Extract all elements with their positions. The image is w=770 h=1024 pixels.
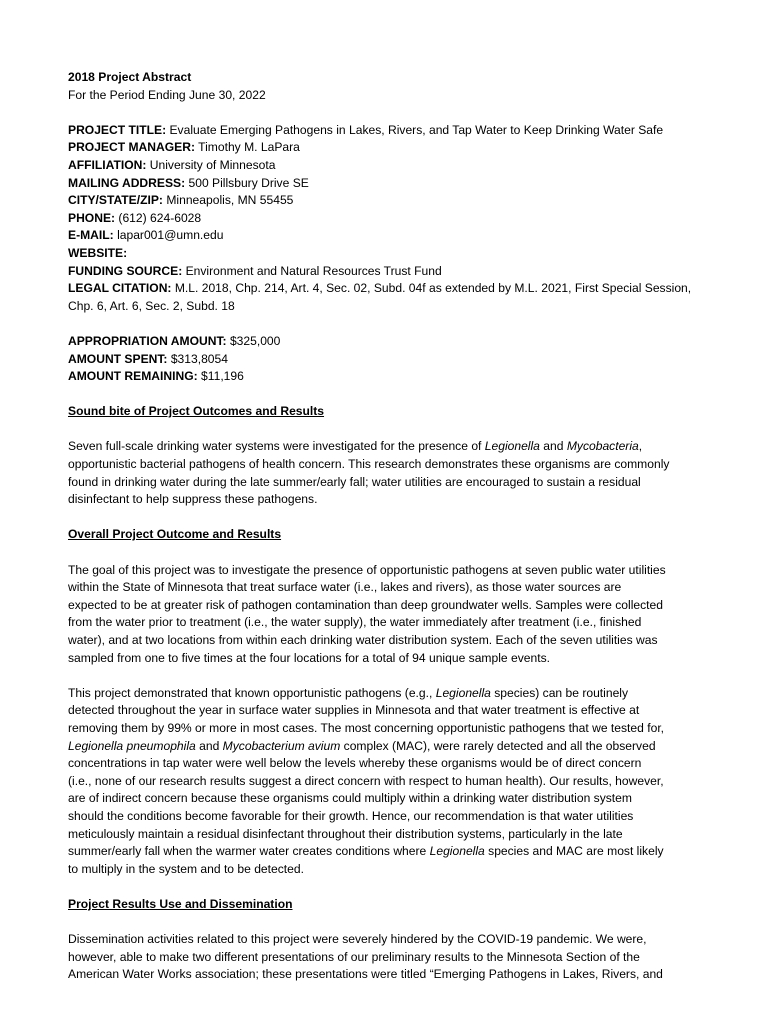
appropriation-row: [68, 333, 708, 351]
amount-spent-value: $313,8054: [170, 351, 228, 366]
paragraph-text: complex (MAC), were rarely detected and all the observed: [340, 738, 656, 753]
city-state-zip-row: [68, 192, 708, 210]
website-label: WEBSITE:: [68, 245, 128, 260]
paragraph-line: from the water prior to treatment (i.e., the water supply), the water immediately after treatment (i.e., finished: [68, 615, 642, 630]
phone-value: (612) 624-6028: [118, 210, 202, 225]
paragraph-italic: Mycobacterium avium: [222, 738, 341, 753]
paragraph-line: (i.e., none of our research results suggest a direct concern with respect to human health). Our results, however,: [68, 773, 664, 788]
dissemination-paragraph: [68, 931, 708, 984]
paragraph-text: This project demonstrated that known opportunistic pathogens (e.g.,: [68, 685, 436, 700]
project-title-value: Evaluate Emerging Pathogens in Lakes, Rivers, and Tap Water to Keep Drinking Water Safe: [169, 122, 664, 137]
email-row: [68, 227, 708, 245]
paragraph-line: Dissemination activities related to this project were severely hindered by the COVID-19 pandemic. We were,: [68, 932, 647, 947]
legal-citation-row: [68, 280, 708, 298]
paragraph-line: expected to be at greater risk of pathogen contamination than deep groundwater wells. Samples were collected: [68, 597, 663, 612]
project-title-label: PROJECT TITLE:: [68, 122, 167, 137]
website-row: [68, 245, 708, 263]
city-state-zip-label: CITY/STATE/ZIP:: [68, 193, 163, 208]
phone-label: PHONE:: [68, 210, 116, 225]
overall-heading: Overall Project Outcome and Results: [68, 527, 282, 542]
mailing-address-label: MAILING ADDRESS:: [68, 175, 186, 190]
sound-bite-text: and: [539, 439, 567, 454]
sound-bite-italic: Mycobacteria: [566, 439, 639, 454]
sound-bite-line: opportunistic bacterial pathogens of health concern. This research demonstrates these organisms are commonly: [68, 457, 670, 472]
paragraph-italic: Legionella: [435, 685, 491, 700]
project-manager-value: Timothy M. LaPara: [198, 140, 300, 155]
paragraph-text: and: [195, 738, 223, 753]
paragraph-line: should the conditions become favorable for their growth. Hence, our recommendation is that water utilities: [68, 808, 634, 823]
sound-bite-heading: Sound bite of Project Outcomes and Results: [68, 404, 325, 419]
dissemination-heading: Project Results Use and Dissemination: [68, 896, 293, 911]
funding-source-row: [68, 263, 708, 281]
phone-row: [68, 210, 708, 228]
paragraph-line: to multiply in the system and to be detected.: [68, 861, 304, 876]
amount-remaining-label: AMOUNT REMAINING:: [68, 369, 198, 384]
legal-citation-label: LEGAL CITATION:: [68, 281, 172, 296]
paragraph-line: however, able to make two different presentations of our preliminary results to the Minnesota Section of the: [68, 949, 640, 964]
email-value: lapar001@umn.edu: [117, 228, 224, 243]
paragraph-italic: Legionella: [429, 844, 485, 859]
paragraph-line: detected throughout the year in surface water supplies in Minnesota and that water treatment is effective at: [68, 703, 640, 718]
legal-citation-continued: Chp. 6, Art. 6, Sec. 2, Subd. 18: [68, 298, 235, 313]
appropriation-label: APPROPRIATION AMOUNT:: [68, 333, 227, 348]
paragraph-line: water), and at two locations from within each drinking water distribution system. Each of the seven utilities was: [68, 633, 658, 647]
amount-spent-row: [68, 351, 708, 369]
paragraph-italic: Legionella pneumophila: [68, 738, 196, 753]
affiliation-row: [68, 157, 708, 175]
paragraph-line: within the State of Minnesota that treat surface water (i.e., lakes and rivers), as those water sources are: [68, 580, 622, 595]
paragraph-line: concentrations in tap water were well below the levels whereby these organisms would be of direct concern: [68, 756, 642, 771]
project-manager-row: [68, 139, 708, 157]
amount-spent-label: AMOUNT SPENT:: [68, 351, 168, 366]
project-manager-label: PROJECT MANAGER:: [68, 140, 195, 155]
funding-source-value: Environment and Natural Resources Trust Fund: [185, 263, 442, 278]
paragraph-line: removing them by 99% or more in most cases. The most concerning opportunistic pathogens that we tested for,: [68, 720, 665, 735]
city-state-zip-value: Minneapolis, MN 55455: [166, 193, 294, 208]
sound-bite-italic: Legionella: [484, 439, 540, 454]
sound-bite-text: Seven full-scale drinking water systems were investigated for the presence of: [68, 439, 485, 454]
paragraph-line: meticulously maintain a residual disinfectant throughout their distribution systems, particularly in the late: [68, 826, 623, 841]
paragraph-text: species) can be routinely: [490, 685, 629, 700]
sound-bite-paragraph: [68, 438, 708, 508]
appropriation-value: $325,000: [229, 333, 281, 348]
paragraph-line: are of indirect concern because these organisms could multiply within a drinking water distribution system: [68, 791, 632, 806]
mailing-address-value: 500 Pillsbury Drive SE: [188, 175, 309, 190]
sound-bite-line: disinfectant to help suppress these pathogens.: [68, 492, 318, 507]
amount-remaining-row: [68, 368, 708, 386]
paragraph-line: American Water Works association; these presentations were titled “Emerging Pathogens in Lakes, Rivers, and: [68, 967, 663, 982]
sound-bite-line: found in drinking water during the late summer/early fall; water utilities are encouraged to sustain a residual: [68, 474, 641, 489]
mailing-address-row: [68, 175, 708, 193]
overall-paragraph-2: [68, 685, 708, 879]
affiliation-label: AFFILIATION:: [68, 157, 147, 172]
paragraph-text: species and MAC are most likely: [484, 844, 664, 859]
project-title-row: [68, 122, 708, 140]
period-text: For the Period Ending June 30, 2022: [68, 87, 266, 102]
legal-citation-value-1: M.L. 2018, Chp. 214, Art. 4, Sec. 02, Subd. 04f as extended by M.L. 2021, First Special Session,: [174, 281, 692, 296]
amount-remaining-value: $11,196: [201, 369, 244, 384]
email-label: E-MAIL:: [68, 228, 114, 243]
abstract-title: 2018 Project Abstract: [68, 70, 192, 84]
paragraph-text: summer/early fall when the warmer water creates conditions where: [68, 844, 430, 859]
document-page: [68, 69, 708, 984]
affiliation-value: University of Minnesota: [149, 157, 276, 172]
paragraph-line: The goal of this project was to investigate the presence of opportunistic pathogens at seven public water utilities: [68, 562, 666, 577]
sound-bite-text: ,: [638, 439, 643, 454]
paragraph-line: sampled from one to five times at the four locations for a total of 94 unique sample events.: [68, 650, 550, 665]
overall-paragraph-1: [68, 562, 708, 668]
funding-source-label: FUNDING SOURCE:: [68, 263, 183, 278]
